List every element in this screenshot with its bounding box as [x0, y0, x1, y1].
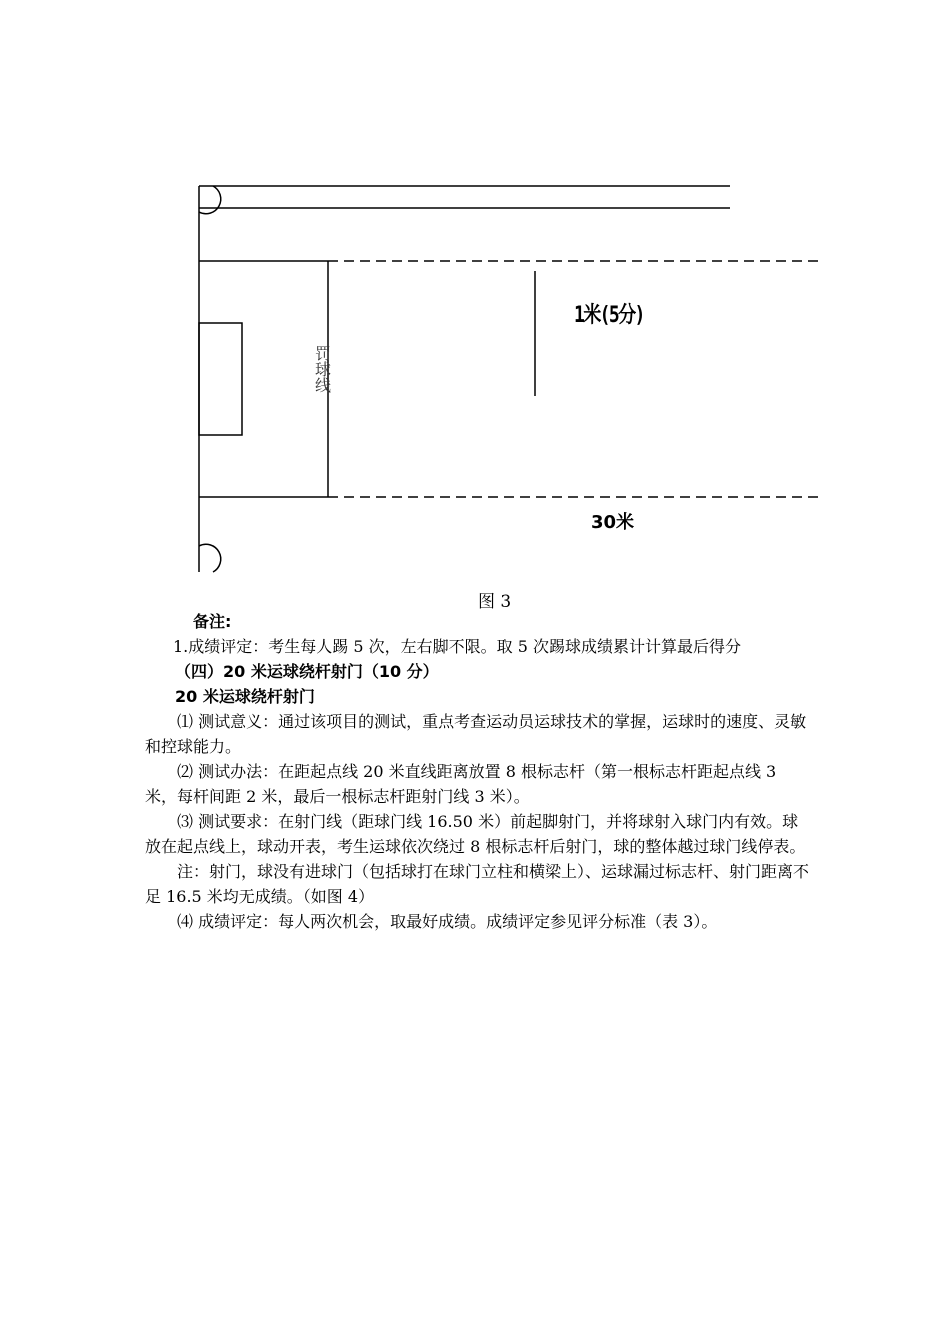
notes-heading: 备注:: [193, 612, 232, 631]
corner-arc-top: [199, 186, 221, 214]
penalty-line-label: 罚球线: [314, 344, 331, 395]
figure-caption: 图 3: [478, 592, 512, 612]
section-title: （四）20 米运球绕杆射门（10 分）: [175, 662, 439, 681]
thirty-meter-label: 30米: [591, 512, 635, 533]
section-subtitle: 20 米运球绕杆射门: [175, 687, 315, 706]
paragraph-test-requirements: ⑶ 测试要求：在射门线（距球门线 16.50 米）前起脚射门，并将球射入球门内有效。球放在起点线上，球动开表，考生运球依次绕过 8 根标志杆后射门，球的整体越过球门线停表。: [145, 812, 806, 856]
one-meter-label: 1米(5分): [574, 303, 644, 328]
document-body: [145, 609, 810, 934]
paragraph-note: 注：射门，球没有进球门（包括球打在球门立柱和横梁上）、运球漏过标志杆、射门距离不足 16.5 米均无成绩。（如图 4）: [145, 862, 810, 906]
paragraph-scoring: ⑷ 成绩评定：每人两次机会，取最好成绩。成绩评定参见评分标准（表 3）。: [177, 912, 718, 931]
corner-arc-bottom: [199, 544, 221, 572]
goal-area: [199, 323, 242, 435]
field-diagram: [0, 0, 950, 600]
notes-item-1: 1.成绩评定：考生每人踢 5 次，左右脚不限。取 5 次踢球成绩累计计算最后得分: [173, 637, 741, 656]
paragraph-test-method: ⑵ 测试办法：在距起点线 20 米直线距离放置 8 根标志杆（第一根标志杆距起点线 3 米，每杆间距 2 米，最后一根标志杆距射门线 3 米）。: [145, 762, 777, 806]
paragraph-test-purpose: ⑴ 测试意义：通过该项目的测试，重点考查运动员运球技术的掌握，运球时的速度、灵敏和控球能力。: [145, 712, 807, 756]
